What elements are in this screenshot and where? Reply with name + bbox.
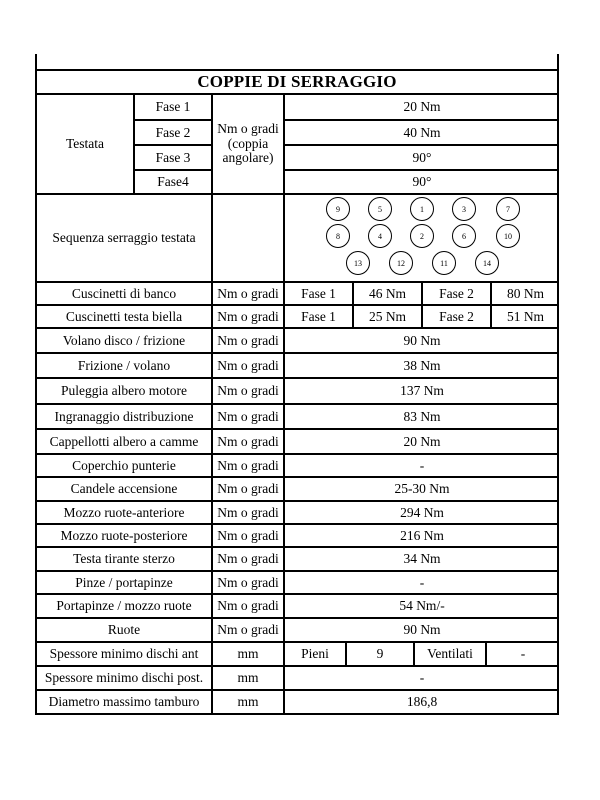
cuscinetti-label: Cuscinetti di banco — [71, 285, 177, 301]
cuscinetti-unit: Nm o gradi — [217, 308, 279, 324]
row-value: 34 Nm — [403, 551, 441, 567]
bolt-sequence-circle: 11 — [432, 251, 456, 275]
testata-label: Testata — [65, 136, 105, 152]
dischi-post-unit: mm — [237, 670, 259, 686]
cuscinetti-fase1-value: 25 Nm — [368, 308, 407, 324]
sequence-unit-divider — [211, 195, 213, 281]
row-value: 38 Nm — [403, 357, 441, 373]
bottom-unit-divider — [211, 643, 213, 715]
rows-unit-divider — [211, 329, 213, 641]
dischi-post-value: - — [419, 670, 425, 686]
row-label: Coperchio punterie — [72, 457, 176, 473]
bolt-sequence-circle: 3 — [452, 197, 476, 221]
testata-phase-value: 90° — [412, 174, 432, 190]
row-unit: Nm o gradi — [217, 433, 279, 449]
row-label: Mozzo ruote-posteriore — [60, 527, 188, 543]
row-value: 216 Nm — [400, 527, 444, 543]
row-unit: Nm o gradi — [217, 408, 279, 424]
bolt-sequence-circle: 13 — [346, 251, 370, 275]
row-unit: Nm o gradi — [217, 481, 279, 497]
row-value: - — [419, 574, 425, 590]
bolt-sequence-circle: 6 — [452, 224, 476, 248]
bolt-sequence-circle: 5 — [368, 197, 392, 221]
row-unit: Nm o gradi — [217, 551, 279, 567]
bolt-sequence-circle: 2 — [410, 224, 434, 248]
rows-value-divider — [283, 329, 285, 641]
row-value: 83 Nm — [403, 408, 441, 424]
testata-phase-value: 40 Nm — [403, 124, 441, 140]
row-value: 90 Nm — [403, 622, 441, 638]
dischi-post-label: Spessore minimo dischi post. — [44, 670, 204, 686]
testata-phase-value: 90° — [412, 149, 432, 165]
bottom-value-divider — [283, 643, 285, 715]
row-value: 294 Nm — [400, 504, 444, 520]
testata-phase-name: Fase 1 — [155, 99, 191, 115]
cuscinetti-fase1-label: Fase 1 — [301, 285, 336, 301]
dischi-col-divider — [485, 643, 487, 665]
cuscinetti-col-divider — [352, 283, 354, 327]
row-value: 137 Nm — [400, 383, 444, 399]
row-label: Ruote — [107, 622, 141, 638]
bolt-sequence-circle: 1 — [410, 197, 434, 221]
dischi-ant-ventilati: Ventilati — [427, 646, 473, 662]
row-label: Frizione / volano — [77, 357, 171, 373]
cuscinetti-fase2-label: Fase 2 — [439, 285, 474, 301]
row-unit: Nm o gradi — [217, 383, 279, 399]
cuscinetti-col-divider — [421, 283, 423, 327]
table-title: COPPIE DI SERRAGGIO — [197, 72, 397, 92]
row-label: Volano disco / frizione — [62, 332, 186, 348]
dischi-col-divider — [413, 643, 415, 665]
bolt-sequence-circle: 10 — [496, 224, 520, 248]
dischi-ant-ventilati-value: - — [520, 646, 526, 662]
bolt-sequence-circle: 8 — [326, 224, 350, 248]
row-unit: Nm o gradi — [217, 598, 279, 614]
bolt-sequence-circle: 9 — [326, 197, 350, 221]
testata-phase-name: Fase 2 — [155, 124, 191, 140]
row-unit: Nm o gradi — [217, 527, 279, 543]
testata-phase-name: Fase4 — [157, 174, 189, 190]
bolt-sequence-circle: 14 — [475, 251, 499, 275]
row-unit: Nm o gradi — [217, 504, 279, 520]
cuscinetti-label: Cuscinetti testa biella — [65, 308, 183, 324]
dischi-col-divider — [345, 643, 347, 665]
tamburo-value: 186,8 — [406, 694, 438, 710]
row-label: Cappellotti albero a camme — [49, 433, 199, 449]
row-unit: Nm o gradi — [217, 457, 279, 473]
cuscinetti-unit-divider — [211, 283, 213, 327]
row-unit: Nm o gradi — [217, 574, 279, 590]
sequence-label: Sequenza serraggio testata — [52, 230, 196, 246]
cuscinetti-fase1-label: Fase 1 — [301, 308, 336, 324]
cuscinetti-fase2-value: 51 Nm — [506, 308, 545, 324]
row-label: Ingranaggio distribuzione — [54, 408, 194, 424]
cuscinetti-value-divider — [283, 283, 285, 327]
cuscinetti-fase1-value: 46 Nm — [368, 285, 407, 301]
row-value: 54 Nm/- — [399, 598, 445, 614]
tamburo-unit: mm — [237, 694, 259, 710]
sequence-value-divider — [283, 195, 285, 281]
dischi-ant-pieni-value: 9 — [376, 646, 384, 662]
cuscinetti-col-divider — [490, 283, 492, 327]
row-unit: Nm o gradi — [217, 332, 279, 348]
row-label: Mozzo ruote-anteriore — [63, 504, 185, 520]
cuscinetti-fase2-value: 80 Nm — [506, 285, 545, 301]
testata-bottom-rule — [35, 193, 559, 195]
tamburo-label: Diametro massimo tamburo — [48, 694, 200, 710]
row-value: 20 Nm — [403, 433, 441, 449]
bolt-sequence-circle: 12 — [389, 251, 413, 275]
row-value: 90 Nm — [403, 332, 441, 348]
cuscinetti-fase2-label: Fase 2 — [439, 308, 474, 324]
row-value: 25-30 Nm — [394, 481, 450, 497]
testata-phase-name: Fase 3 — [155, 149, 191, 165]
row-label: Candele accensione — [70, 481, 178, 497]
dischi-ant-pieni: Pieni — [301, 646, 329, 662]
row-label: Portapinze / mozzo ruote — [56, 598, 192, 614]
row-unit: Nm o gradi — [217, 622, 279, 638]
dischi-ant-unit: mm — [237, 646, 259, 662]
row-value: - — [419, 457, 425, 473]
testata-phase-value: 20 Nm — [403, 99, 441, 115]
bolt-sequence-circle: 4 — [368, 224, 392, 248]
row-label: Testa tirante sterzo — [73, 551, 175, 567]
row-label: Puleggia albero motore — [61, 383, 187, 399]
bolt-sequence-circle: 7 — [496, 197, 520, 221]
row-unit: Nm o gradi — [217, 357, 279, 373]
dischi-ant-label: Spessore minimo dischi ant — [49, 646, 199, 662]
cuscinetti-unit: Nm o gradi — [217, 285, 279, 301]
row-label: Pinze / portapinze — [75, 574, 173, 590]
title-top-rule — [35, 69, 559, 71]
testata-unit: Nm o gradi (coppia angolare) — [217, 120, 279, 166]
